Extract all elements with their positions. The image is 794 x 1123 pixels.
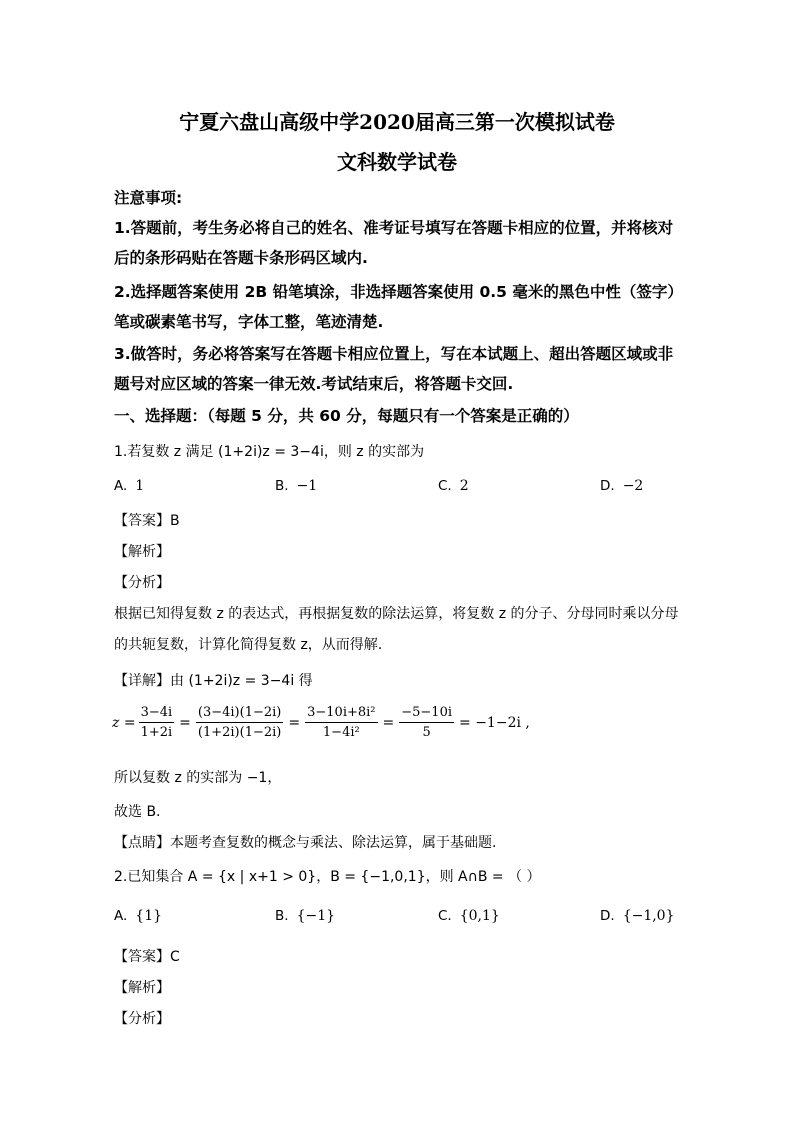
choice-value: {0,1}: [459, 908, 500, 924]
fraction-numerator: 3−10i+8i²: [305, 705, 377, 723]
q1-analysis-line-2: 的共轭复数，计算化简得复数 z，从而得解.: [114, 637, 383, 653]
note-item-2-line-2: 笔或碳素笔书写，字体工整，笔迹清楚.: [114, 313, 384, 331]
q2-choice-c: [438, 908, 500, 924]
eq-fraction-3: [305, 705, 377, 740]
choice-label: C.: [438, 908, 452, 924]
fraction-denominator: (1+2i)(1−2i): [197, 725, 282, 740]
fraction-denominator: 1−4i²: [322, 725, 360, 740]
q2-answer: 【答案】C: [114, 949, 180, 965]
q1-detail: 【详解】由 (1+2i)z = 3−4i 得: [114, 673, 313, 689]
q1-analysis-line-1: 根据已知得复数 z 的表达式，再根据复数的除法运算，将复数 z 的分子、分母同时乘以分母: [114, 606, 679, 622]
question-1-stem: 1.若复数 z 满足 (1+2i)z = 3−4i，则 z 的实部为: [114, 444, 425, 460]
fraction-denominator: 1+2i: [140, 725, 173, 740]
choice-value: {−1}: [296, 908, 336, 924]
choice-value: {1}: [135, 908, 163, 924]
q2-choice-a: [114, 908, 162, 924]
choice-label: C.: [438, 478, 452, 494]
choice-label: A.: [114, 478, 128, 494]
note-item-1-line-1: 1.答题前，考生务必将自己的姓名、准考证号填写在答题卡相应的位置，并将核对: [114, 219, 674, 237]
q2-jiexi-label: 【解析】: [114, 980, 170, 996]
q2-fenxi-label: 【分析】: [114, 1011, 170, 1027]
fraction-numerator: −5−10i: [399, 705, 454, 723]
q1-choice-b: [275, 478, 317, 494]
q1-fenxi-label: 【分析】: [114, 575, 170, 591]
fraction-denominator: 5: [422, 725, 431, 740]
section-heading: 一、选择题：（每题 5 分，共 60 分，每题只有一个答案是正确的）: [114, 407, 579, 425]
choice-value: −1: [296, 478, 318, 494]
eq-lhs: z =: [112, 714, 136, 731]
q1-equation: z = $\frac{3-4i}{1+2i}$ = $\frac{(3-4i)(1-2i)}{(1+2i)(1-2i)}$ = $\frac{\text{3−10i+8i²}}{\text{1−4i²}}$ = $\frac{-5-10i}{5}$ = −1−2i ,: [112, 705, 530, 740]
question-2-stem: 2.已知集合 A = {x | x+1 > 0}，B = {−1,0,1}，则 A∩B = （ ）: [114, 869, 541, 885]
q2-choice-b: [275, 908, 335, 924]
choice-value: {−1,0}: [622, 908, 675, 924]
choice-label: D.: [600, 908, 615, 924]
note-item-3-line-1: 3.做答时，务必将答案写在答题卡相应位置上，写在本试题上、超出答题区域或非: [114, 345, 674, 363]
q1-comment: 【点睛】本题考查复数的概念与乘法、除法运算，属于基础题.: [114, 835, 497, 851]
choice-label: A.: [114, 908, 128, 924]
notes-heading: 注意事项:: [114, 189, 183, 207]
q1-conclusion: 所以复数 z 的实部为 −1，: [114, 770, 282, 786]
q2-choice-d: [600, 908, 675, 924]
note-item-2-line-1: 2.选择题答案使用 2B 铅笔填涂，非选择题答案使用 0.5 毫米的黑色中性（签字）: [114, 283, 683, 301]
choice-label: B.: [275, 478, 289, 494]
choice-value: −2: [622, 478, 644, 494]
exam-subtitle: 文科数学试卷: [337, 150, 457, 174]
eq-fraction-4: [399, 705, 454, 740]
note-item-3-line-2: 题号对应区域的答案一律无效.考试结束后，将答题卡交回.: [114, 375, 514, 393]
eq-fraction-1: [139, 705, 175, 740]
q1-answer: 【答案】B: [114, 513, 180, 529]
q1-choose: 故选 B.: [114, 804, 161, 820]
eq-fraction-2: [196, 705, 283, 740]
eq-rhs: = −1−2i ,: [459, 714, 530, 731]
q1-choice-a: [114, 478, 144, 494]
choice-value: 2: [459, 478, 469, 494]
choice-value: 1: [135, 478, 145, 494]
q1-choice-d: [600, 478, 643, 494]
q1-jiexi-label: 【解析】: [114, 544, 170, 560]
fraction-numerator: 3−4i: [139, 705, 175, 723]
fraction-numerator: (3−4i)(1−2i): [196, 705, 283, 723]
note-item-1-line-2: 后的条形码贴在答题卡条形码区域内.: [114, 249, 368, 267]
exam-title: 宁夏六盘山高级中学2020届高三第一次模拟试卷: [179, 110, 615, 134]
choice-label: B.: [275, 908, 289, 924]
choice-label: D.: [600, 478, 615, 494]
q1-choice-c: [438, 478, 469, 494]
